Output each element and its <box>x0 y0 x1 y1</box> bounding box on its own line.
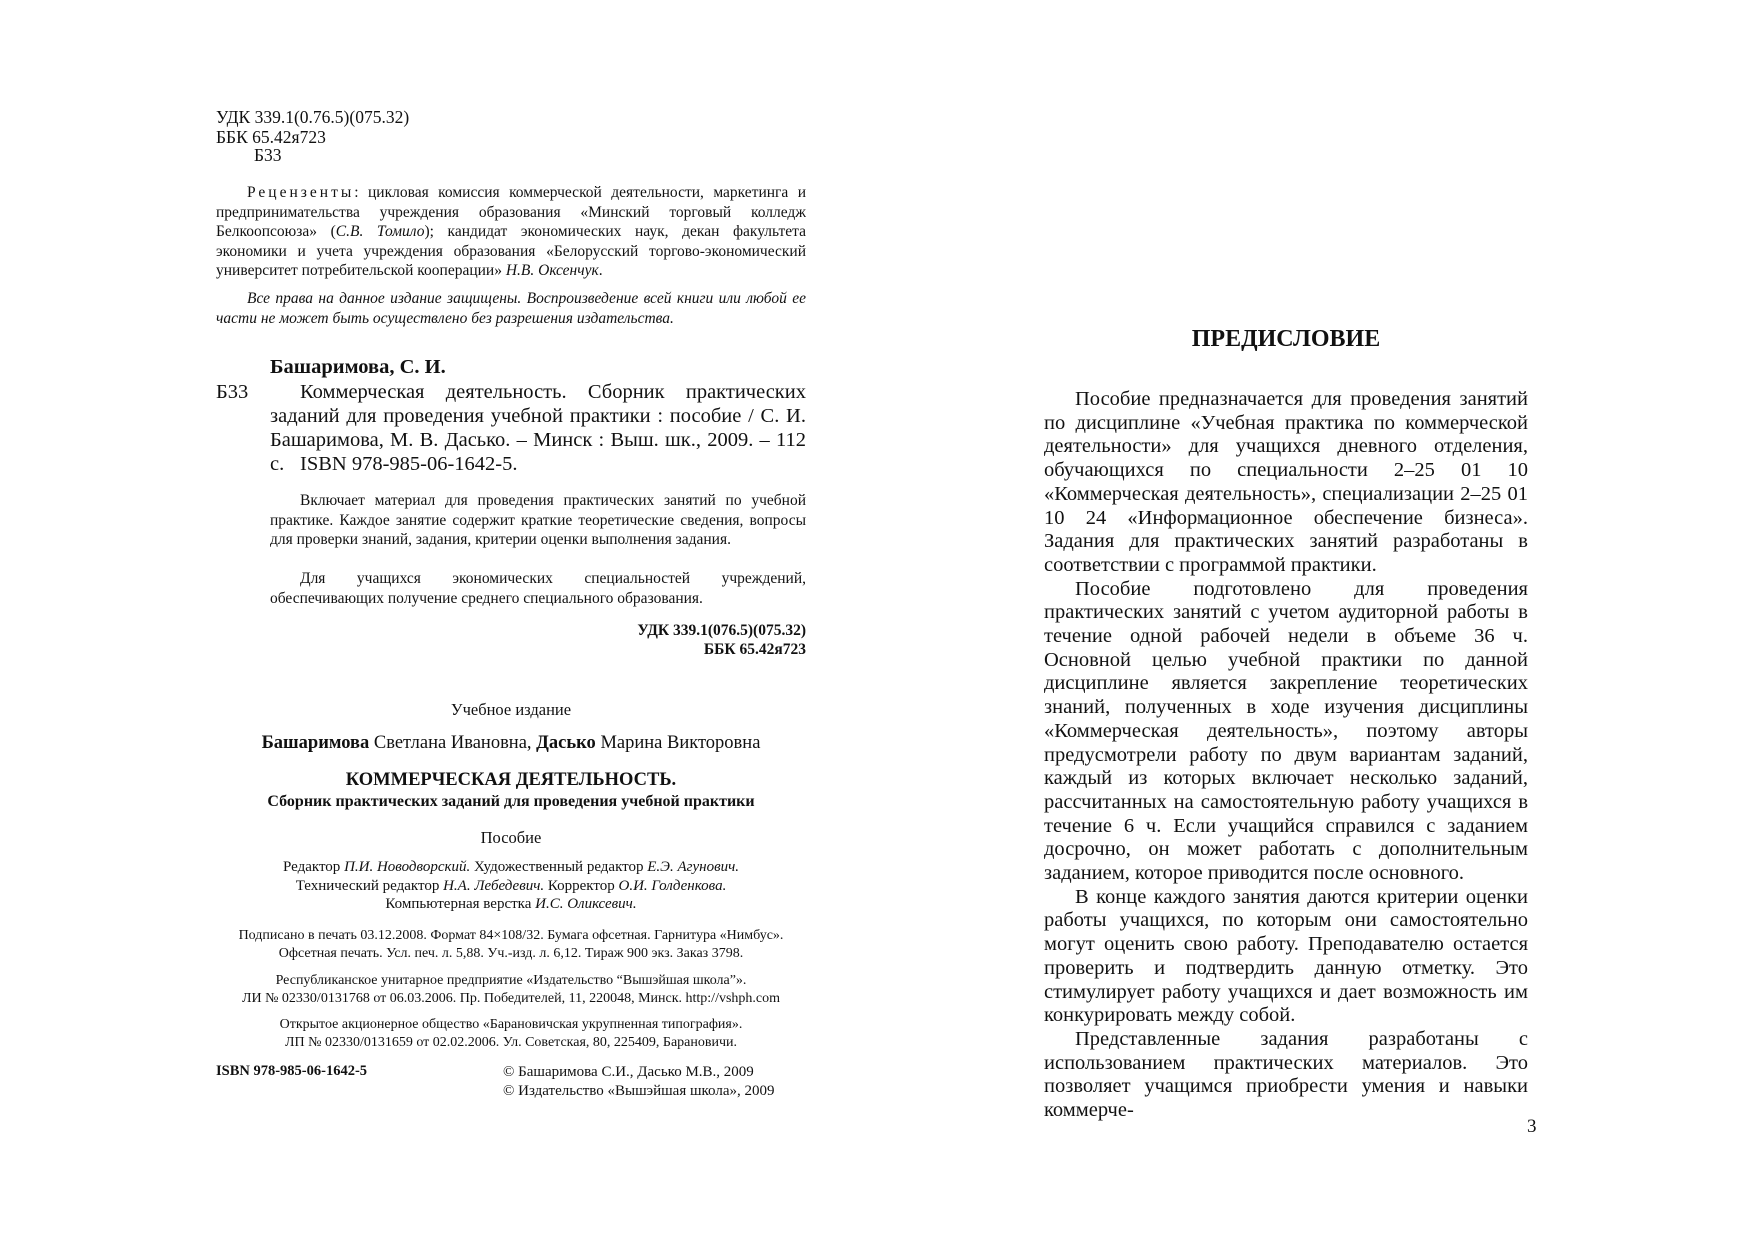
cipher-header: Б33 <box>254 145 282 165</box>
author-2-surname: Дасько <box>536 733 596 753</box>
preface-paragraph-4: Представленные задания разработаны с использованием практических материалов. Это позволяет учащимся приобрести умения и навыки коммерче- <box>1044 1027 1528 1122</box>
reviewer-2: Н.В. Оксенчук <box>505 262 599 279</box>
right-page <box>877 0 1755 1240</box>
credits-line-1: Редактор П.И. Новодворский. Художественный редактор Е.Э. Агунович. <box>282 859 740 875</box>
annotation-2: Для учащихся экономических специальностей учреждений, обеспечивающих получение среднего специального образования. <box>270 570 806 607</box>
publisher-line-2: ЛИ № 02330/0131768 от 06.03.2006. Пр. Победителей, 11, 220048, Минск. http://vshph.com <box>241 991 781 1006</box>
bbk-header: ББК 65.42я723 <box>216 127 326 147</box>
author-heading: Башаримова, С. И. <box>270 356 446 378</box>
bbk-footer: ББК 65.42я723 <box>703 641 806 658</box>
print-info <box>210 927 812 963</box>
book-title: КОММЕРЧЕСКАЯ ДЕЯТЕЛЬНОСТЬ. <box>345 770 677 790</box>
authors-line <box>216 733 806 754</box>
copyright-1: © Башаримова С.И., Дасько М.В., 2009 <box>503 1064 754 1080</box>
print-line-2: Офсетная печать. Усл. печ. л. 5,88. Уч.-изд. л. 6,12. Тираж 900 экз. Заказ 3798. <box>278 946 744 961</box>
bibliographic-description: Коммерческая деятельность. Сборник практических заданий для проведения учебной практики : пособие / С. И. Башаримова, М. В. Дасько. – Минск : Выш. шк., 2009. – 112 с. <box>270 381 806 475</box>
author-1-surname: Башаримова <box>261 733 370 753</box>
udk-footer: УДК 339.1(076.5)(075.32) <box>637 622 806 639</box>
publisher-info <box>210 972 812 1008</box>
credits-line-2: Технический редактор Н.А. Лебедевич. Корректор О.И. Голденкова. <box>295 877 727 894</box>
reviewer-1: С.В. Томило <box>335 223 425 240</box>
annotation-1: Включает материал для проведения практических занятий по учебной практике. Каждое занятие содержит краткие теоретические сведения, вопросы для проверки знаний, задания, критерии оценки выполнения задания. <box>270 492 806 548</box>
copyright-block <box>503 1063 775 1101</box>
isbn-bottom: ISBN 978-985-06-1642-5 <box>216 1063 368 1079</box>
book-kind: Пособие <box>480 828 542 847</box>
copyright-2: © Издательство «Вышэйшая школа», 2009 <box>503 1083 775 1099</box>
rights-notice: Все права на данное издание защищены. Воспроизведение всей книги или любой ее части не может быть осуществлено без разрешения издательства. <box>216 290 806 327</box>
author-2-name: Марина Викторовна <box>595 733 761 753</box>
printer-line-2: ЛП № 02330/0131659 от 02.02.2006. Ул. Советская, 80, 225409, Барановичи. <box>284 1035 738 1050</box>
preface-body <box>1044 388 1528 1123</box>
edition-type: Учебное издание <box>450 700 572 719</box>
left-page <box>0 0 877 1240</box>
preface-heading: ПРЕДИСЛОВИЕ <box>1191 326 1381 352</box>
isbn-line: ISBN 978-985-06-1642-5. <box>300 453 518 475</box>
preface-paragraph-3: В конце каждого занятия даются критерии оценки работы учащихся, по которым они самостоятельно могут оценить свою работу. Преподавателю остается проверить и подтвердить данную отметку. Это стимулирует работу учащихся и дает возможность им конкурировать между собой. <box>1044 885 1528 1027</box>
author-1-name: Светлана Ивановна, <box>369 733 537 753</box>
page-number: 3 <box>1527 1116 1537 1137</box>
publisher-line-1: Республиканское унитарное предприятие «Издательство “Вышэйшая школа”». <box>275 973 747 988</box>
reviewers-label: Рецензенты <box>247 184 355 201</box>
cipher-side: Б33 <box>216 381 249 403</box>
printer-info <box>210 1016 812 1052</box>
preface-paragraph-2: Пособие подготовлено для проведения практических занятий с учетом аудиторной работы в течение одной рабочей недели в объеме 36 ч. Основной целью учебной практики по данной дисциплине является закрепление теоретических знаний, полученных в ходе изучения дисциплины «Коммерческая деятельность», поэтому авторы предусмотрели работу по двум вариантам заданий, каждый из которых включает несколько заданий, рассчитанных на самостоятельную работу учащихся в течение 6 ч. Если учащийся справился с заданием досрочно, он может работать с дополнительным заданием, которое приводится после основного. <box>1044 577 1528 885</box>
preface-paragraph-1: Пособие предназначается для проведения занятий по дисциплине «Учебная практика по коммерческой деятельности» для учащихся дневного отделения, обучающихся по специальности 2–25 01 10 «Коммерческая деятельность», специализации 2–25 01 10 24 «Информационное обеспечение бизнеса». Задания для практических занятий разработаны в соответствии с программой практики. <box>1044 388 1528 576</box>
credits-block <box>216 858 806 914</box>
udk-header: УДК 339.1(0.76.5)(075.32) <box>216 107 410 127</box>
printer-line-1: Открытое акционерное общество «Барановичская укрупненная типография». <box>279 1017 743 1032</box>
book-subtitle: Сборник практических заданий для проведения учебной практики <box>267 793 755 810</box>
reviewers-block: Рецензенты: цикловая комиссия коммерческой деятельности, маркетинга и предпринимательства учреждения образования «Минский торговый колледж Белкоопсоюза» (С.В. Томило); кандидат экономических наук, декан факультета экономики и учета учреждения образования «Белорусский торгово-экономический университет потребительской кооперации» Н.В. Оксенчук. <box>216 184 806 279</box>
credits-line-3: Компьютерная верстка И.С. Оликсевич. <box>385 896 637 912</box>
print-line-1: Подписано в печать 03.12.2008. Формат 84×108/32. Бумага офсетная. Гарнитура «Нимбус». <box>238 928 784 943</box>
